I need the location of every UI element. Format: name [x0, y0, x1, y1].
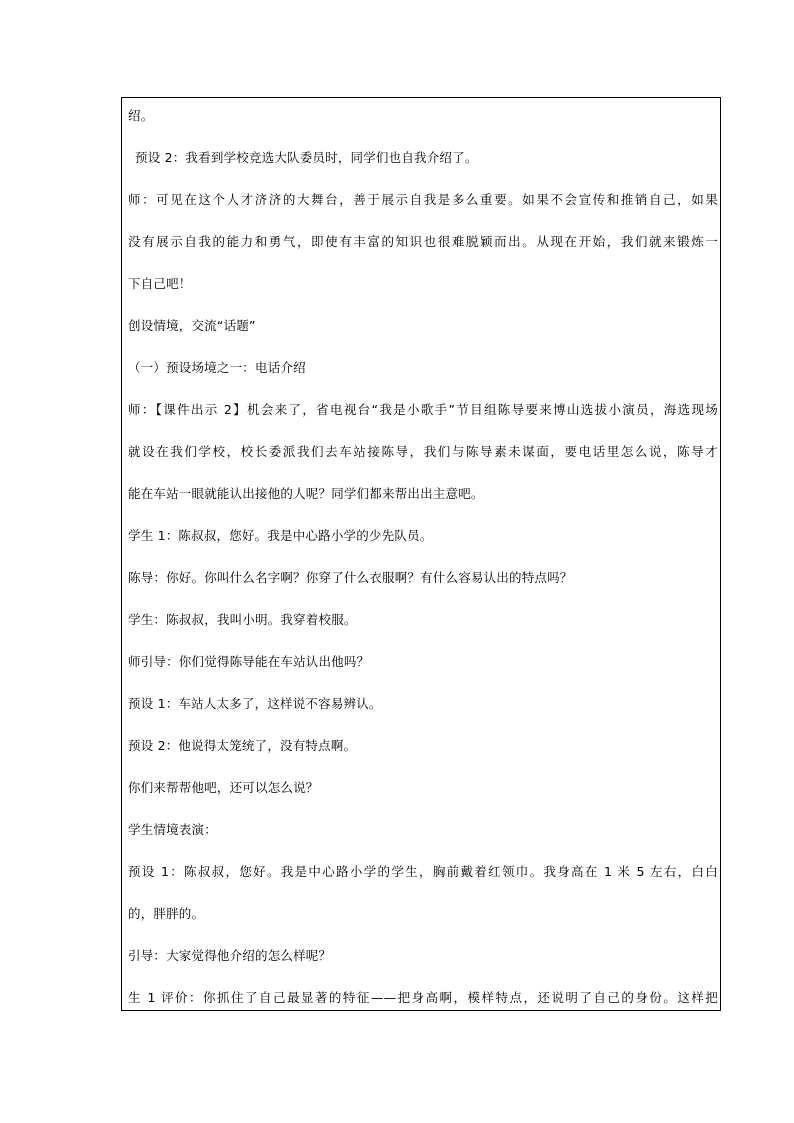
text-line-20: 的，胖胖的。	[128, 906, 205, 921]
text-line-4: 没有展示自我的能力和勇气，即使有丰富的知识也很难脱颖而出。从现在开始，我们就来锻炼一	[128, 234, 718, 249]
text-line-16: 预设 2：他说得太笼统了，没有特点啊。	[128, 738, 357, 753]
text-line-8: 师：【课件出示 2】机会来了，省电视台“我是小歌手”节目组陈导要来博山选拔小演员，海选现场	[128, 402, 718, 417]
text-line-2: 预设 2：我看到学校竞选大队委员时，同学们也自我介绍了。	[135, 150, 478, 165]
text-line-1: 绍。	[128, 108, 154, 123]
text-line-6: 创设情境，交流“话题”	[128, 318, 256, 333]
text-line-19: 预设 1：陈叔叔，您好。我是中心路小学的学生，胸前戴着红领巾。我身高在 1 米 5 左右，白白	[128, 864, 718, 879]
text-line-9: 就设在我们学校，校长委派我们去车站接陈导，我们与陈导素未谋面，要电话里怎么说，陈导才	[128, 444, 718, 459]
text-line-7: （一）预设场境之一：电话介绍	[128, 360, 306, 375]
text-line-10: 能在车站一眼就能认出接他的人呢？同学们都来帮出出主意吧。	[128, 486, 484, 501]
text-line-3: 师：可见在这个人才济济的大舞台，善于展示自我是多么重要。如果不会宣传和推销自己，如果	[128, 192, 718, 207]
text-line-14: 师引导：你们觉得陈导能在车站认出他吗？	[128, 654, 370, 669]
text-line-17: 你们来帮帮他吧，还可以怎么说？	[128, 780, 319, 795]
text-line-22: 生 1 评价：你抓住了自己最显著的特征——把身高啊，模样特点，还说明了自己的身份。这样把	[128, 990, 718, 1005]
text-line-13: 学生：陈叔叔，我叫小明。我穿着校服。	[128, 612, 357, 627]
text-line-11: 学生 1：陈叔叔，您好。我是中心路小学的少先队员。	[128, 528, 433, 543]
text-line-21: 引导：大家觉得他介绍的怎么样呢？	[128, 948, 332, 963]
text-line-5: 下自己吧！	[128, 276, 192, 291]
text-line-15: 预设 1：车站人太多了，这样说不容易辨认。	[128, 696, 382, 711]
text-line-12: 陈导：你好。你叫什么名字啊？你穿了什么衣服啊？有什么容易认出的特点吗？	[128, 570, 573, 585]
text-line-18: 学生情境表演：	[128, 822, 217, 837]
